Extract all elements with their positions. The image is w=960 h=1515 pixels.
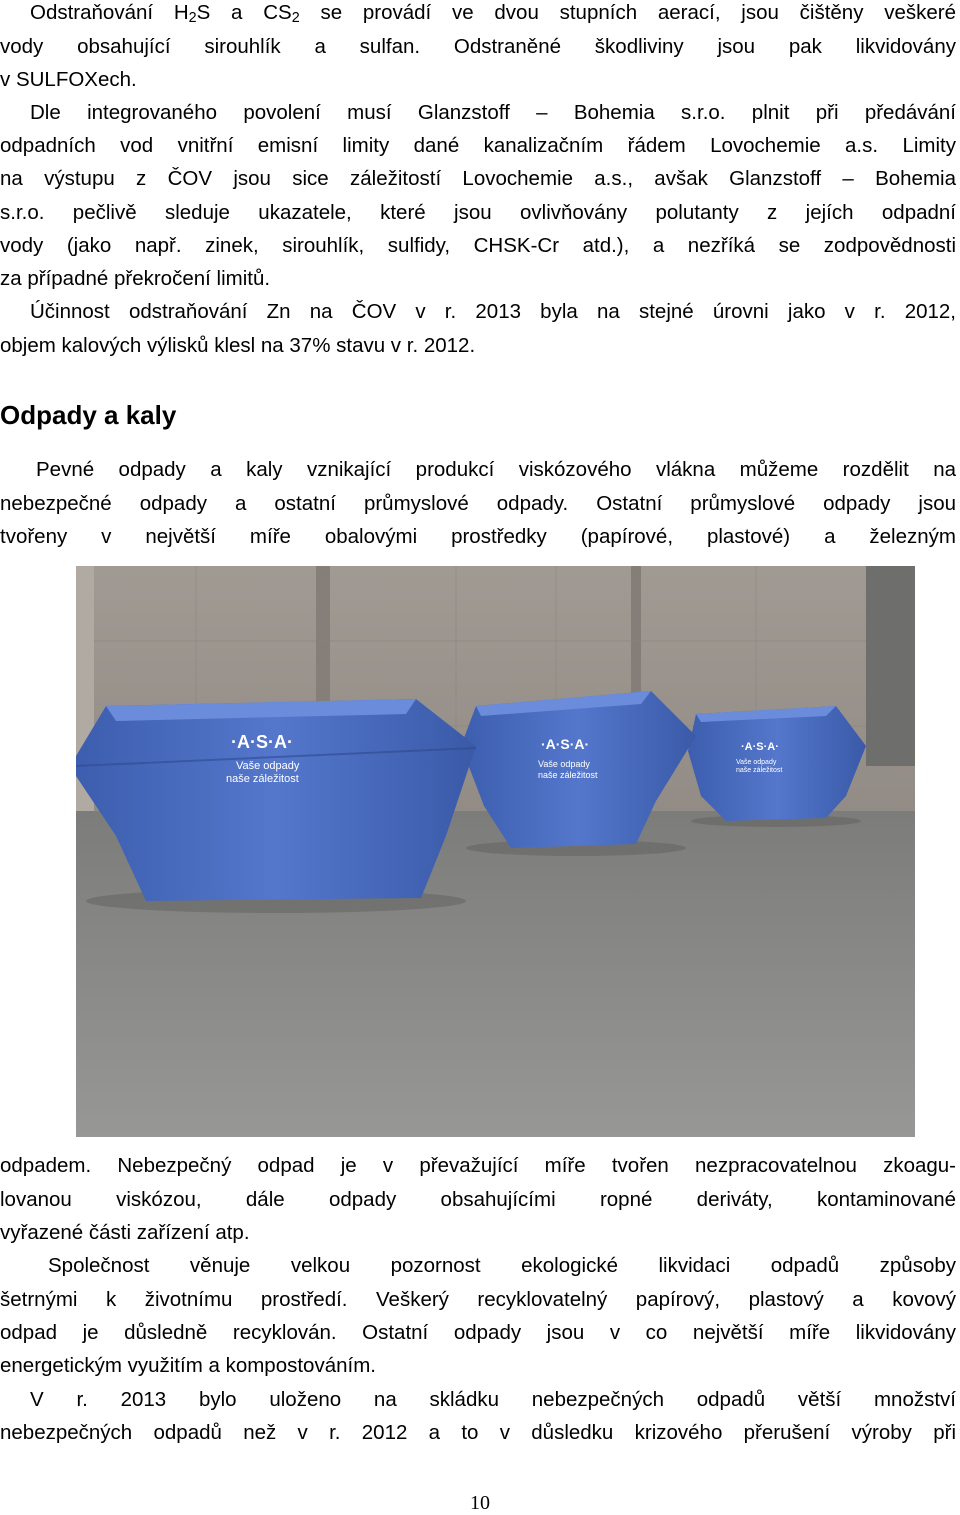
container-front-slogan2: naše záležitost bbox=[226, 773, 299, 785]
para5-line-1: V r. 2013 bylo uloženo na skládku nebezpečných odpadů větší množství bbox=[30, 1388, 956, 1411]
container-front bbox=[76, 699, 476, 901]
intro-line-1: Odstraňování $H_2S$ a $CS_2$ se provádí ve dvou stupních aerací, jsou čištěny veškeré bbox=[30, 1, 956, 26]
intro-line-4: Dle integrovaného povolení musí Glanzstoff – Bohemia s.r.o. plnit při předávání bbox=[30, 101, 956, 124]
para2-line-3: tvořeny v největší míře obalovými prostředky (papírové, plastové) a železným bbox=[0, 525, 956, 548]
intro-line-2: vody obsahující sirouhlík a sulfan. Odstraněné škodliviny jsou pak likvidovány bbox=[0, 35, 956, 58]
intro-line-6: na výstupu z ČOV jsou sice záležitostí Lovochemie a.s., avšak Glanzstoff – Bohemia bbox=[0, 167, 956, 190]
container-middle-slogan2: naše záležitost bbox=[538, 770, 598, 780]
page-number: 10 bbox=[470, 1492, 490, 1514]
para4-line-4: energetickým využitím a kompostováním. bbox=[0, 1354, 376, 1377]
para3-line-3: vyřazené části zařízení atp. bbox=[0, 1221, 250, 1244]
container-middle-slogan1: Vaše odpady bbox=[538, 759, 590, 769]
para5-line-2: nebezpečných odpadů než v r. 2012 a to v důsledku krizového přerušení výroby při bbox=[0, 1421, 956, 1444]
container-back-slogan2: naše záležitost bbox=[736, 767, 783, 774]
intro-line-9: za případné překročení limitů. bbox=[0, 267, 271, 290]
container-back-brand: ·A·S·A· bbox=[741, 741, 779, 753]
container-front-brand: ·A·S·A· bbox=[231, 732, 293, 752]
wall-column bbox=[866, 566, 915, 766]
para2-line-1: Pevné odpady a kaly vznikající produkcí viskózového vlákna můžeme rozdělit na bbox=[36, 458, 956, 481]
intro-line-3: v SULFOXech. bbox=[0, 68, 137, 91]
para4-line-2: šetrnými k životnímu prostředí. Veškerý recyklovatelný papírový, plastový a kovový bbox=[0, 1288, 956, 1311]
para3-line-2: lovanou viskózou, dále odpady obsahujícími ropné deriváty, kontaminované bbox=[0, 1188, 956, 1211]
para2-line-2: nebezpečné odpady a ostatní průmyslové odpady. Ostatní průmyslové odpady jsou bbox=[0, 492, 956, 515]
para3-line-1: odpadem. Nebezpečný odpad je v převažující míře tvořen nezpracovatelnou zkoagu- bbox=[0, 1154, 956, 1177]
intro-line-7: s.r.o. pečlivě sleduje ukazatele, které jsou ovlivňovány polutanty z jejích odpadní bbox=[0, 201, 956, 224]
intro-line-5: odpadních vod vnitřní emisní limity dané kanalizačním řádem Lovochemie a.s. Limity bbox=[0, 134, 956, 157]
intro-line-8: vody (jako např. zinek, sirouhlík, sulfidy, CHSK-Cr atd.), a nezříká se zodpovědnosti bbox=[0, 234, 956, 257]
intro-line-11: objem kalových výlisků klesl na 37% stavu v r. 2012. bbox=[0, 334, 476, 357]
container-front-slogan1: Vaše odpady bbox=[236, 760, 300, 772]
intro-line-10: Účinnost odstraňování Zn na ČOV v r. 2013 byla na stejné úrovni jako v r. 2012, bbox=[30, 300, 956, 323]
container-back-slogan1: Vaše odpady bbox=[736, 759, 777, 766]
waste-containers-photo bbox=[76, 566, 915, 1137]
container-middle-brand: ·A·S·A· bbox=[541, 736, 590, 752]
para4-line-1: Společnost věnuje velkou pozornost ekologické likvidaci odpadů způsoby bbox=[48, 1254, 956, 1277]
para4-line-3: odpad je důsledně recyklován. Ostatní odpady jsou v co největší míře likvidovány bbox=[0, 1321, 956, 1344]
section-heading: Odpady a kaly bbox=[0, 400, 177, 430]
